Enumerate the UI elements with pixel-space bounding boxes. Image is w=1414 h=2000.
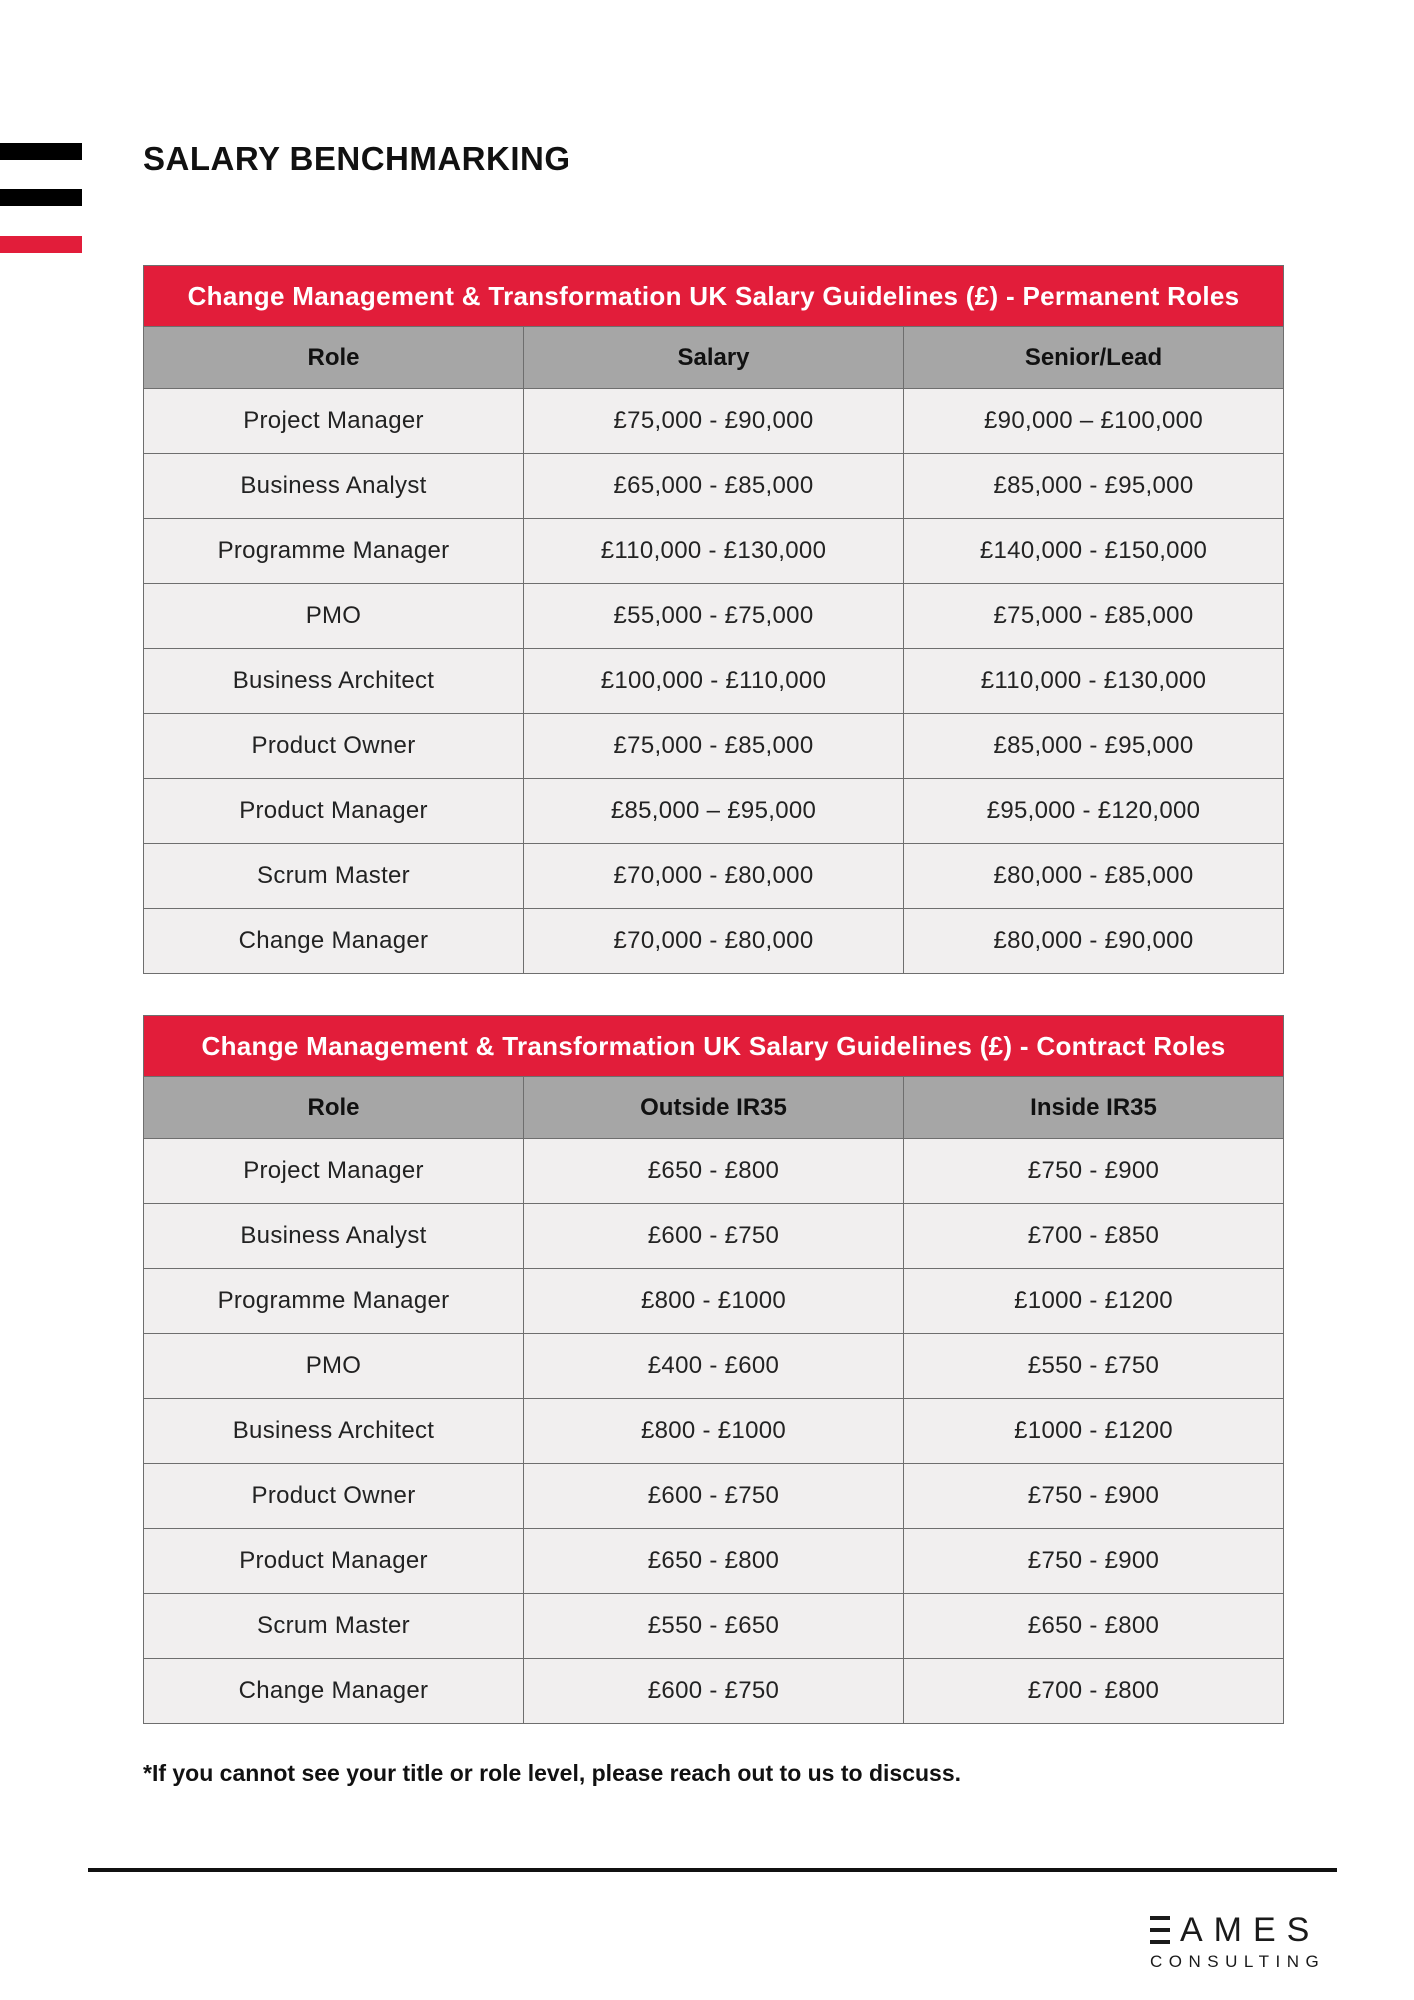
table-row — [144, 519, 1284, 584]
cell-role: Product Manager — [144, 779, 524, 844]
table-row — [144, 389, 1284, 454]
cell-salary: £70,000 - £80,000 — [524, 844, 904, 909]
cell-salary: £70,000 - £80,000 — [524, 909, 904, 974]
cell-inside-ir35: £550 - £750 — [904, 1334, 1284, 1399]
table-row — [144, 1334, 1284, 1399]
table-row — [144, 584, 1284, 649]
column-header-salary: Salary — [524, 327, 904, 389]
cell-senior-lead: £80,000 - £85,000 — [904, 844, 1284, 909]
cell-outside-ir35: £600 - £750 — [524, 1659, 904, 1724]
cell-senior-lead: £85,000 - £95,000 — [904, 454, 1284, 519]
cell-inside-ir35: £750 - £900 — [904, 1464, 1284, 1529]
cell-salary: £75,000 - £85,000 — [524, 714, 904, 779]
cell-role: Business Architect — [144, 649, 524, 714]
logo-name — [1150, 1910, 1340, 1950]
table-row — [144, 714, 1284, 779]
decorative-bar-black-top — [0, 143, 82, 160]
cell-role: Programme Manager — [144, 519, 524, 584]
cell-inside-ir35: £750 - £900 — [904, 1529, 1284, 1594]
decorative-bar-black-middle — [0, 189, 82, 206]
cell-senior-lead: £140,000 - £150,000 — [904, 519, 1284, 584]
cell-role: Product Owner — [144, 714, 524, 779]
cell-role: Scrum Master — [144, 844, 524, 909]
footer-divider — [88, 1868, 1337, 1872]
cell-outside-ir35: £800 - £1000 — [524, 1269, 904, 1334]
cell-outside-ir35: £800 - £1000 — [524, 1399, 904, 1464]
cell-senior-lead: £75,000 - £85,000 — [904, 584, 1284, 649]
column-header-outside-ir35: Outside IR35 — [524, 1077, 904, 1139]
decorative-bar-red-bottom — [0, 236, 82, 253]
table-row — [144, 1139, 1284, 1204]
cell-outside-ir35: £550 - £650 — [524, 1594, 904, 1659]
cell-role: PMO — [144, 584, 524, 649]
cell-senior-lead: £80,000 - £90,000 — [904, 909, 1284, 974]
column-header-inside-ir35: Inside IR35 — [904, 1077, 1284, 1139]
logo-wordmark: AMES — [1180, 1911, 1321, 1949]
cell-senior-lead: £95,000 - £120,000 — [904, 779, 1284, 844]
cell-role: Change Manager — [144, 1659, 524, 1724]
table-caption-row — [144, 1016, 1284, 1077]
cell-inside-ir35: £750 - £900 — [904, 1139, 1284, 1204]
cell-senior-lead: £90,000 – £100,000 — [904, 389, 1284, 454]
cell-role: PMO — [144, 1334, 524, 1399]
cell-outside-ir35: £650 - £800 — [524, 1529, 904, 1594]
cell-salary: £100,000 - £110,000 — [524, 649, 904, 714]
cell-salary: £75,000 - £90,000 — [524, 389, 904, 454]
table-caption-row — [144, 266, 1284, 327]
cell-salary: £110,000 - £130,000 — [524, 519, 904, 584]
cell-salary: £55,000 - £75,000 — [524, 584, 904, 649]
cell-role: Business Analyst — [144, 454, 524, 519]
table-row — [144, 454, 1284, 519]
cell-role: Business Analyst — [144, 1204, 524, 1269]
cell-inside-ir35: £700 - £800 — [904, 1659, 1284, 1724]
permanent-roles-table — [143, 265, 1284, 974]
cell-role: Project Manager — [144, 1139, 524, 1204]
table-row — [144, 1464, 1284, 1529]
cell-outside-ir35: £400 - £600 — [524, 1334, 904, 1399]
table-header-row — [144, 327, 1284, 389]
table-header-row — [144, 1077, 1284, 1139]
footnote: *If you cannot see your title or role level, please reach out to us to discuss. — [143, 1760, 962, 1786]
contract-roles-table — [143, 1015, 1284, 1724]
logo-e-mark-icon — [1150, 1916, 1170, 1944]
cell-salary: £85,000 – £95,000 — [524, 779, 904, 844]
cell-role: Product Manager — [144, 1529, 524, 1594]
table-row — [144, 1659, 1284, 1724]
cell-role: Programme Manager — [144, 1269, 524, 1334]
cell-senior-lead: £85,000 - £95,000 — [904, 714, 1284, 779]
cell-role: Scrum Master — [144, 1594, 524, 1659]
cell-outside-ir35: £650 - £800 — [524, 1139, 904, 1204]
table-caption: Change Management & Transformation UK Salary Guidelines (£) - Contract Roles — [144, 1016, 1284, 1077]
table-row — [144, 1529, 1284, 1594]
table-row — [144, 649, 1284, 714]
cell-role: Product Owner — [144, 1464, 524, 1529]
cell-senior-lead: £110,000 - £130,000 — [904, 649, 1284, 714]
table-row — [144, 779, 1284, 844]
column-header-role: Role — [144, 327, 524, 389]
table-row — [144, 1399, 1284, 1464]
cell-role: Project Manager — [144, 389, 524, 454]
cell-outside-ir35: £600 - £750 — [524, 1204, 904, 1269]
cell-inside-ir35: £650 - £800 — [904, 1594, 1284, 1659]
eames-consulting-logo — [1150, 1910, 1340, 1972]
table-caption: Change Management & Transformation UK Salary Guidelines (£) - Permanent Roles — [144, 266, 1284, 327]
logo-subtitle: CONSULTING — [1150, 1952, 1326, 1971]
table-row — [144, 1594, 1284, 1659]
cell-role: Change Manager — [144, 909, 524, 974]
page-title: SALARY BENCHMARKING — [143, 140, 571, 177]
cell-inside-ir35: £1000 - £1200 — [904, 1269, 1284, 1334]
table-row — [144, 844, 1284, 909]
cell-salary: £65,000 - £85,000 — [524, 454, 904, 519]
table-row — [144, 1269, 1284, 1334]
cell-inside-ir35: £700 - £850 — [904, 1204, 1284, 1269]
column-header-role: Role — [144, 1077, 524, 1139]
table-row — [144, 1204, 1284, 1269]
table-row — [144, 909, 1284, 974]
cell-outside-ir35: £600 - £750 — [524, 1464, 904, 1529]
column-header-senior-lead: Senior/Lead — [904, 327, 1284, 389]
cell-inside-ir35: £1000 - £1200 — [904, 1399, 1284, 1464]
cell-role: Business Architect — [144, 1399, 524, 1464]
